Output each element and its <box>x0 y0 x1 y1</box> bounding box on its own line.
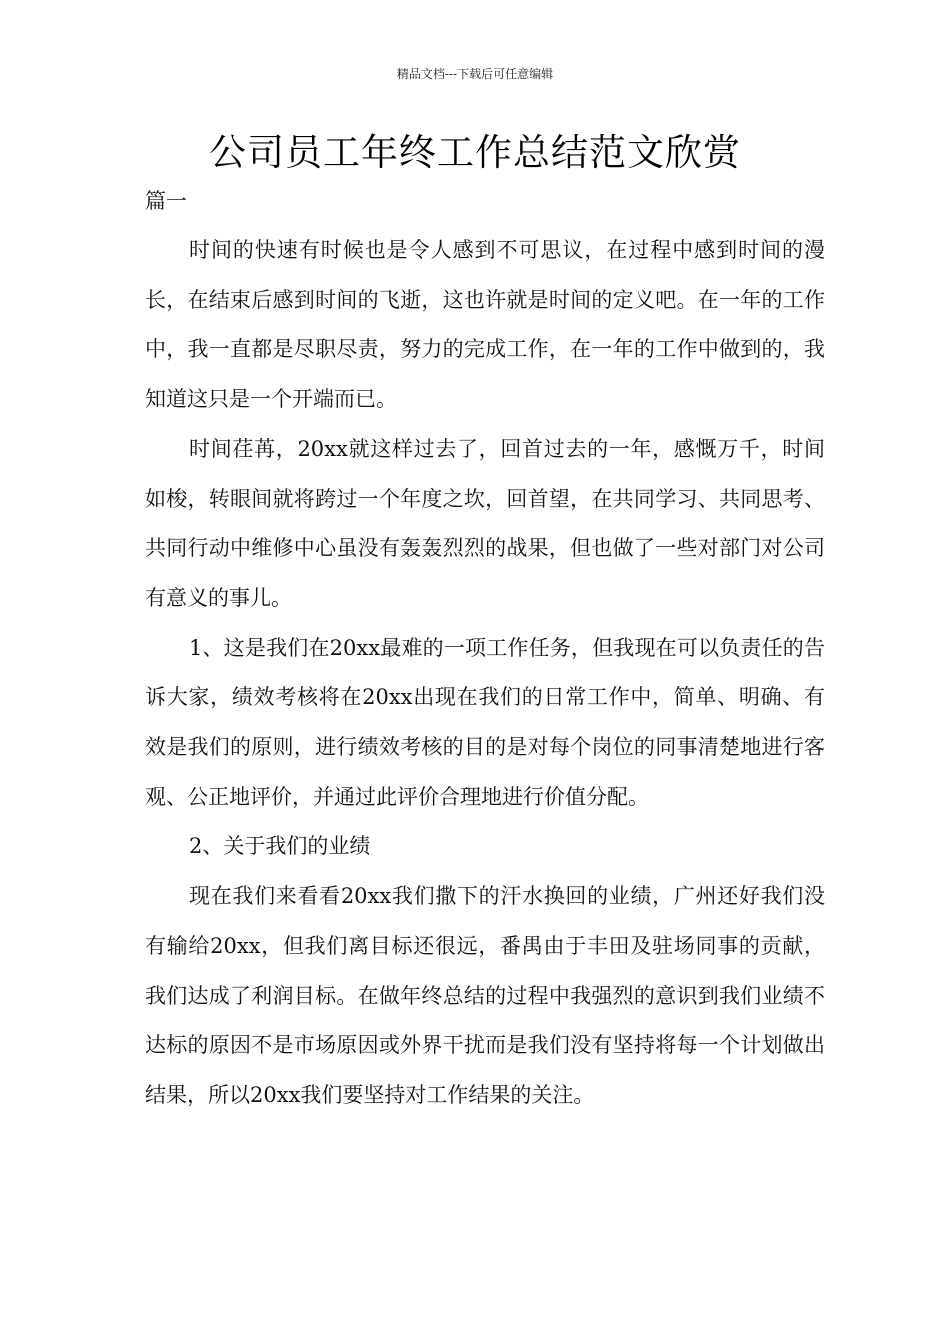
document-body <box>145 226 825 1121</box>
paragraph: 现在我们来看看20xx我们撒下的汗水换回的业绩，广州还好我们没有输给20xx，但我们离目标还很远，番禺由于丰田及驻场同事的贡献，我们达成了利润目标。在做年终总结的过程中我强烈的意识到我们业绩不达标的原因不是市场原因或外界干扰而是我们没有坚持将每一个计划做出结果，所以20xx我们要坚持对工作结果的关注。 <box>145 884 825 1107</box>
header-note: 精品文档---下载后可任意编辑 <box>396 67 554 81</box>
paragraph: 2、关于我们的业绩 <box>189 834 371 859</box>
paragraph: 时间荏苒，20xx就这样过去了，回首过去的一年，感慨万千，时间如梭，转眼间就将跨过一个年度之坎，回首望，在共同学习、共同思考、共同行动中维修中心虽没有轰轰烈烈的战果，但也做了一些对部门对公司有意义的事儿。 <box>145 436 825 610</box>
paragraph: 时间的快速有时候也是令人感到不可思议，在过程中感到时间的漫长，在结束后感到时间的飞逝，这也许就是时间的定义吧。在一年的工作中，我一直都是尽职尽责，努力的完成工作，在一年的工作中做到的，我知道这只是一个开端而已。 <box>145 238 825 412</box>
paragraph: 1、这是我们在20xx最难的一项工作任务，但我现在可以负责任的告诉大家，绩效考核将在20xx出现在我们的日常工作中，简单、明确、有效是我们的原则，进行绩效考核的目的是对每个岗位的同事清楚地进行客观、公正地评价，并通过此评价合理地进行价值分配。 <box>145 635 825 809</box>
section-label: 篇一 <box>145 189 187 213</box>
document-title: 公司员工年终工作总结范文欣赏 <box>209 131 741 174</box>
